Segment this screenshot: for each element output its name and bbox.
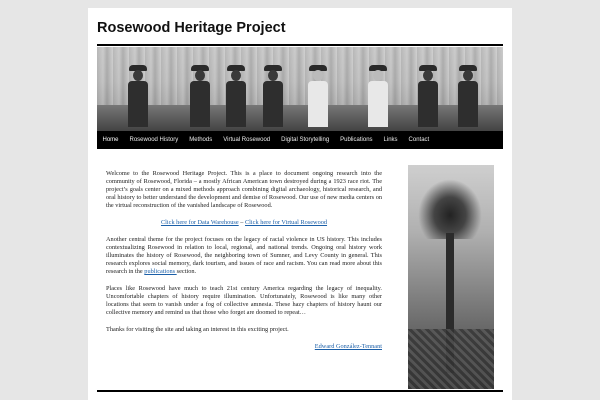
header-photo-figure — [189, 65, 211, 127]
header-photo-figure — [225, 65, 247, 127]
publications-link[interactable]: publications — [144, 268, 177, 275]
virtual-rosewood-link[interactable]: Click here for Virtual Rosewood — [244, 219, 328, 226]
nav-methods[interactable]: Methods — [189, 137, 213, 143]
author-link[interactable]: Edward González-Tennant — [314, 343, 382, 350]
data-warehouse-link[interactable]: Click here for Data Warehouse — [160, 219, 239, 226]
main-navigation — [97, 131, 503, 149]
thanks-paragraph: Thanks for visiting the site and taking an interest in this exciting project. — [106, 326, 289, 333]
header-photo-figure — [262, 65, 284, 127]
header-rule — [97, 44, 503, 46]
intro-paragraph: Welcome to the Rosewood Heritage Project. This is a place to document ongoing research into the community of Rosewood, Florida – a mostly African American town destroyed during a 1923 race riot. The project’s goals center on a mixed methods approach combining digital archaeology, historical research, and oral history to better understand the development and demise of Rosewood. Our use of new media centers on the virtual reconstruction of the vanished landscape of Rosewood. — [106, 170, 382, 209]
underbrush — [408, 329, 494, 389]
signature — [106, 343, 382, 351]
site-title[interactable]: Rosewood Heritage Project — [97, 20, 286, 36]
page — [88, 8, 512, 400]
header-photo-figure — [367, 65, 389, 127]
header-photo-ground — [97, 105, 503, 133]
main-content — [106, 170, 382, 360]
legacy-paragraph — [106, 236, 382, 276]
legacy-text: Another central theme for the project focuses on the legacy of racial violence in US history. This includes contextualizing Rosewood in relation to local, regional, and national trends. Ongoing oral history work illuminates the history of Rosewood, the neighboring town of Sumner, and Levy County in general. This research explores social memory, dark tourism, and issues of race and racism. You can read more about this research in the — [106, 236, 382, 275]
footer-rule — [97, 390, 503, 392]
header-photo — [97, 47, 503, 133]
header-photo-figure — [307, 65, 329, 127]
header-photo-figure — [417, 65, 439, 127]
quick-links — [106, 219, 382, 227]
nav-contact[interactable]: Contact — [408, 137, 430, 143]
nav-publications[interactable]: Publications — [340, 137, 373, 143]
palm-fronds — [418, 179, 482, 239]
inequality-paragraph: Places like Rosewood have much to teach 21st century America regarding the legacy of inequality. Uncomfortable chapters of history require illumination. Unfortunately, Rosewood is like many other locations that seem to vanish under a fog of collective amnesia. These hazy chapters of history haunt our collective memory and remind us that those who forget are doomed to repeat… — [106, 285, 382, 316]
nav-digital-storytelling[interactable]: Digital Storytelling — [281, 137, 330, 143]
nav-links[interactable]: Links — [383, 137, 398, 143]
nav-rosewood-history[interactable]: Rosewood History — [129, 137, 179, 143]
header-photo-figure — [457, 65, 479, 127]
sidebar-photo — [408, 165, 494, 389]
nav-virtual-rosewood[interactable]: Virtual Rosewood — [223, 137, 271, 143]
legacy-text-end: section. — [176, 268, 197, 275]
link-separator: – — [238, 219, 245, 226]
nav-home[interactable]: Home — [97, 131, 124, 149]
header-photo-trees — [97, 47, 503, 107]
header-photo-figure — [127, 65, 149, 127]
